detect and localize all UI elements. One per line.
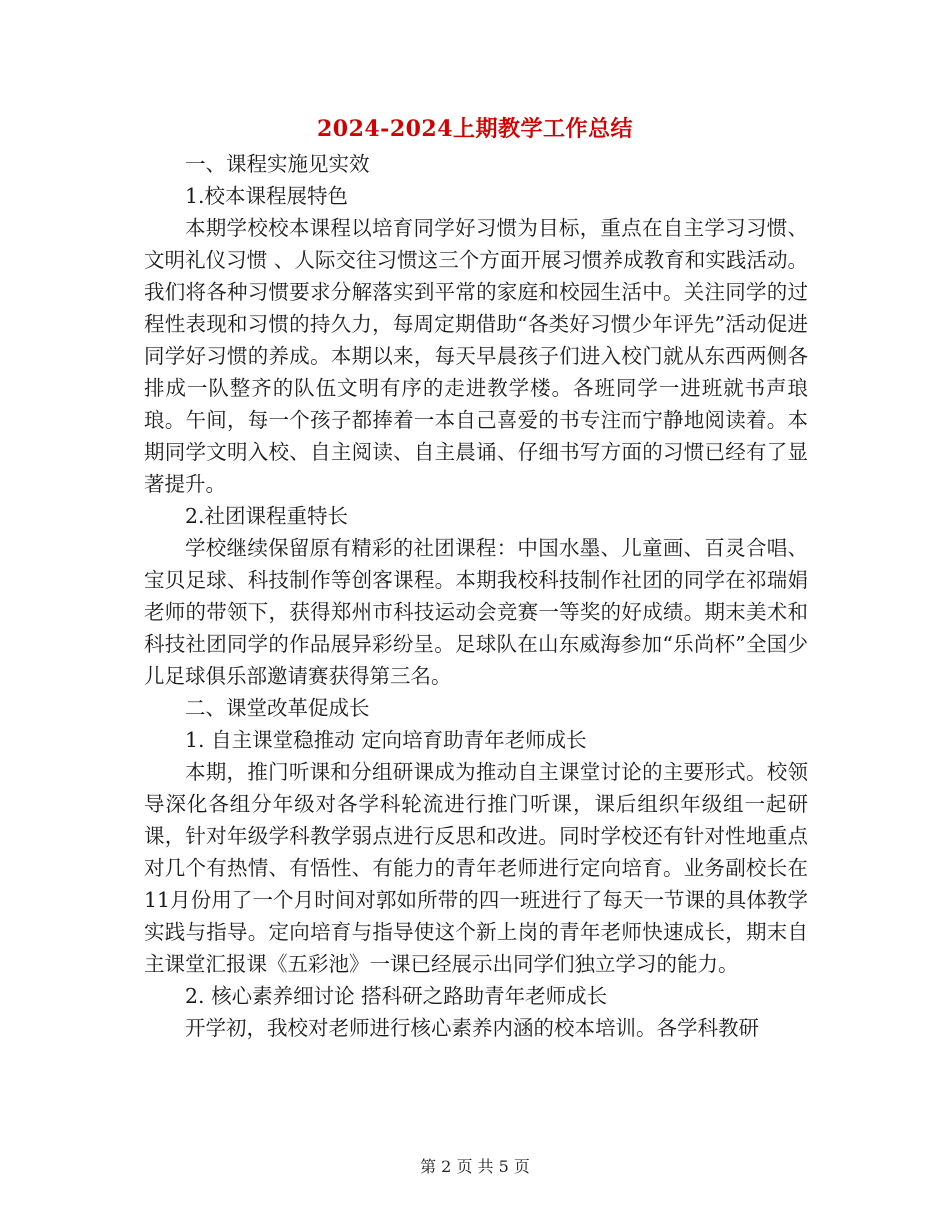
section-heading: 一、课程实施见实效 [185, 152, 370, 176]
body-paragraph: 开学初，我校对老师进行核心素养内涵的校本培训。各学科教研 [185, 1016, 759, 1040]
page-number-footer: 第 2 页 共 5 页 [420, 1157, 530, 1176]
section-heading: 二、课堂改革促成长 [185, 696, 370, 720]
body-paragraph: 本期学校校本课程以培育同学好习惯为目标，重点在自主学习习惯、 文明礼仪习惯 、人际交往习惯这三个方面开展习惯养成教育和实践活动。我们将各种习惯要求分解落实到平常的家庭和校园生活中。关注同学的过程性表现和习惯的持久力，每周定期借助“各类好习惯少年评先”活动促进同学好习惯的养成。本期以来，每天早晨孩子们进入校门就从东西两侧各排成一队整齐的队伍文明有序的走进教学楼。各班同学一进班就书声琅琅。午间，每一个孩子都捧着一本自己喜爱的书专注而宁静地阅读着。本期同学文明入校、自主阅读、自主晨诵、仔细书写方面的习惯已经有了显著提升。 [144, 216, 808, 496]
subsection-heading: 1. 自主课堂稳推动 定向培育助青年老师成长 [185, 728, 587, 752]
subsection-heading: 2.社团课程重特长 [185, 504, 349, 528]
body-paragraph: 本期，推门听课和分组研课成为推动自主课堂讨论的主要形式。校领导深化各组分年级对各学科轮流进行推门听课，课后组织年级组一起研课，针对年级学科教学弱点进行反思和改进。同时学校还有针对性地重点对几个有热情、有悟性、有能力的青年老师进行定向培育。业务副校长在11月份用了一个月时间对郭如所带的四一班进行了每天一节课的具体教学实践与指导。定向培育与指导使这个新上岗的青年老师快速成长，期末自主课堂汇报课《五彩池》一课已经展示出同学们独立学习的能力。 [144, 760, 808, 976]
subsection-heading: 1.校本课程展特色 [185, 184, 349, 208]
body-paragraph: 学校继续保留原有精彩的社团课程：中国水墨、儿童画、百灵合唱、宝贝足球、科技制作等创客课程。本期我校科技制作社团的同学在祁瑞娟老师的带领下，获得郑州市科技运动会竞赛一等奖的好成绩。期末美术和科技社团同学的作品展异彩纷呈。足球队在山东威海参加“乐尚杯”全国少儿足球俱乐部邀请赛获得第三名。 [144, 536, 808, 688]
subsection-heading: 2. 核心素养细讨论 搭科研之路助青年老师成长 [185, 984, 608, 1008]
document-title: 2024-2024上期教学工作总结 [316, 116, 634, 142]
document-body [144, 148, 808, 1044]
